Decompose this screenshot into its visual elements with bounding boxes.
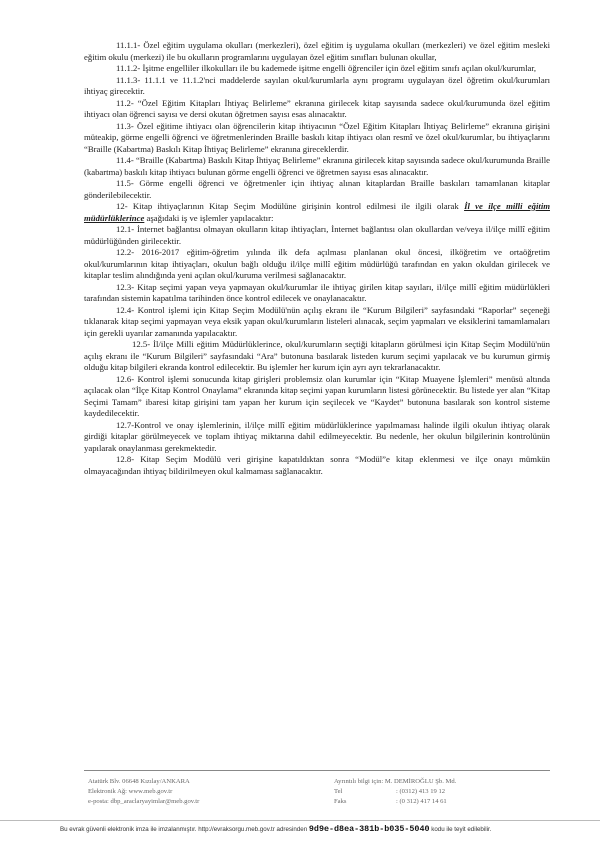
footer-contact-left [88, 777, 318, 807]
paragraph-11-1-2: 11.1.2- İşitme engelliler ilkokulları ile bu kademede işitme engelli öğrenciler için özel eğitim sınıfı açılan okul/kurumlar, [116, 63, 537, 73]
footer-tel-label: Tel [334, 788, 343, 795]
footer-fax-row [334, 797, 554, 807]
paragraph-12-7: 12.7-Kontrol ve onay işlemlerinin, il/ilçe millî eğitim müdürlüklerince yapılmaması halinde ilgili okulun ihtiyaç olarak girdiği kitaplar görülmeyecek ve toplam ihtiyaç miktarına dahil edilmeyecektir. Bu nedenle, her okulun bilgilerinin kontrolünün yapılarak onaylanması gerekmektedir. [84, 419, 550, 453]
footer-address: Atatürk Blv. 06648 Kızılay/ANKARA [88, 778, 190, 785]
footer-fax-label: Faks [334, 798, 347, 805]
paragraph-11-3: 11.3- Özel eğitime ihtiyacı olan öğrencilerin kitap ihtiyacının “Özel Eğitim Kitapları İhtiyaç Belirleme” ekranına girişini müteakip, görme engelli öğrenci ve öğretmenlerinden Braille baskılı kitap ihtiyacı olan resmî ve özel okul/kurumlar, bu ihtiyaçlarını “Braille (Kabartma) Baskılı Kitap İhtiyaç Belirleme” ekranına gireceklerdir. [84, 120, 550, 154]
signature-verification-bar [0, 820, 600, 835]
paragraph-12 [84, 201, 550, 224]
paragraph-12-pre: 12- Kitap ihtiyaçlarının Kitap Seçim Modülüne girişinin kontrol edilmesi ile ilgili olarak [116, 201, 465, 211]
paragraph-12-8: 12.8- Kitap Seçim Modülü veri girişine kapatıldıktan sonra “Modül”e kitap eklenmesi ve ilçe onayı mümkün olmayacağından ihtiyaç bildirilmeyen okul kalmaması sağlanacaktır. [84, 454, 550, 476]
verification-code: 9d9e-d8ea-381b-b035-5040 [308, 824, 430, 834]
verification-text [60, 824, 491, 834]
footer-email: e-posta: dbp_araclaryayimlar@meb.gov.tr [88, 798, 200, 805]
footer-contact-person: Ayrıntılı bilgi için: M. DEMİROĞLU Şb. Md. [334, 778, 457, 785]
paragraph-11-4: 11.4- “Braille (Kabartma) Baskılı Kitap İhtiyaç Belirleme” ekranına girilecek kitap sayısında sadece okul/kurumunda Braille (kabartma) baskılı kitap ihtiyacı bulunan görme engelli öğrenci ve öğretmen sayısı esas alınacaktır. [84, 155, 550, 177]
paragraph-11-5: 11.5- Görme engelli öğrenci ve öğretmenler için ihtiyaç alınan kitaplardan Braille baskıları tamamlanan kitaplar gönderilebilecektir. [84, 178, 550, 200]
footer-divider [84, 770, 550, 771]
footer-fax-value: : (0 312) 417 14 61 [396, 798, 447, 805]
verification-prefix: Bu evrak güvenli elektronik imza ile imzalanmıştır. [60, 826, 199, 833]
document-body [84, 40, 550, 477]
paragraph-12-1: 12.1- İnternet bağlantısı olmayan okulların kitap ihtiyaçları, İnternet bağlantısı olan okullardan ve/veya il/ilçe millî eğitim müdürlüğünden girilecektir. [84, 224, 550, 246]
footer-tel-value: : (0312) 413 19 12 [396, 788, 446, 795]
paragraph-12-post: aşağıdaki iş ve işlemler yapılacaktır: [144, 212, 274, 223]
footer-contact-right [334, 777, 554, 807]
paragraph-12-4: 12.4- Kontrol işlemi için Kitap Seçim Modülü'nün açılış ekranı ile “Kurum Bilgileri” sayfasındaki “Raporlar” seçeneği tıklanarak kitap seçimi yapmayan veya eksik yapan okul/kurumların listeleri alınacak, seçim yapmaları ve eksiklerini tamamlamaları için gerekli uyarılar zamanında yapılacaktır. [84, 304, 550, 338]
paragraph-12-6: 12.6- Kontrol işlemi sonucunda kitap girişleri problemsiz olan kurumlar için “Kitap Muayene İşlemleri” menüsü altında açılacak olan “İlçe Kitap Kontrol Onaylama” ekranında kitap seçimi yapan kurumların listesi görünecektir. Bu listede yer alan “Kitap Seçimi Tamam” ibaresi kitap girişini tam yapan her kurum için seçilecek ve “Kaydet” butonuna basılarak son kontrol sisteme kaydedilecektir. [84, 373, 550, 418]
paragraph-12-emphasis: İl ve ilçe milli eğitim müdürlüklerince [84, 201, 550, 223]
verification-middle: adresinden [274, 826, 309, 833]
paragraph-12-2: 12.2- 2016-2017 eğitim-öğretim yılında ilk defa açılması planlanan okul öncesi, ilköğretim ve ortaöğretim okul/kurumlarının kitap ihtiyaçları, okulun bağlı olduğu il/ilçe millî eğitim müdürlüğü tarafından en yakın okuldan girilecek ve kitaplar teslim alındığında yeni açılan okul/kuruma verilmesi sağlanacaktır. [84, 247, 550, 280]
verification-suffix: kodu ile teyit edilebilir. [429, 826, 492, 833]
footer-web: Elektronik Ağ: www.meb.gov.tr [88, 788, 173, 795]
paragraph-12-5: 12.5- İl/ilçe Milli eğitim Müdürlüklerince, okul/kurumların seçtiği kitapların görülmesi için Kitap Seçim Modülü'nün açılış ekranı ile “Kurum Bilgileri” sayfasındaki “Ara” butonuna basılarak listeden kurum seçimi yapılacak ve bu kurumun girmiş olduğu kitap bilgileri ekranda kontrol edilecektir. Bu işlemler her kurum için ayrı ayrı tekrarlanacaktır. [84, 339, 550, 372]
paragraph-11-1-1: 11.1.1- Özel eğitim uygulama okulları (merkezleri), özel eğitim iş uygulama okulları (merkezleri) ve özel eğitim mesleki eğitim okulu (merkezi) ile bu okulların programlarını uygulayan özel eğitim sınıfları bulunan okullar, [84, 40, 550, 62]
paragraph-12-3: 12.3- Kitap seçimi yapan veya yapmayan okul/kurumlar ile ihtiyaç girilen kitap sayıları, il/ilçe millî eğitim müdürlükleri tarafından sistemin kapatılma tarihinden önce kontrol edilecek ve onaylanacaktır. [84, 281, 550, 303]
verification-url-link[interactable]: http://evraksorgu.meb.gov.tr [198, 826, 275, 833]
paragraph-11-1-3: 11.1.3- 11.1.1 ve 11.1.2'nci maddelerde sayılan okul/kurumlarla aynı programı uygulayan özel öğretim okul/kurumları ihtiyaç girecektir. [84, 74, 550, 96]
paragraph-11-2: 11.2- “Özel Eğitim Kitapları İhtiyaç Belirleme” ekranına girilecek kitap sayısında sadece okul/kurumunda özel eğitim ihtiyacı olan öğrenci sayısı ve dersi okutan öğretmen sayısı esas alınacaktır. [84, 97, 550, 119]
footer-tel-row [334, 787, 554, 797]
